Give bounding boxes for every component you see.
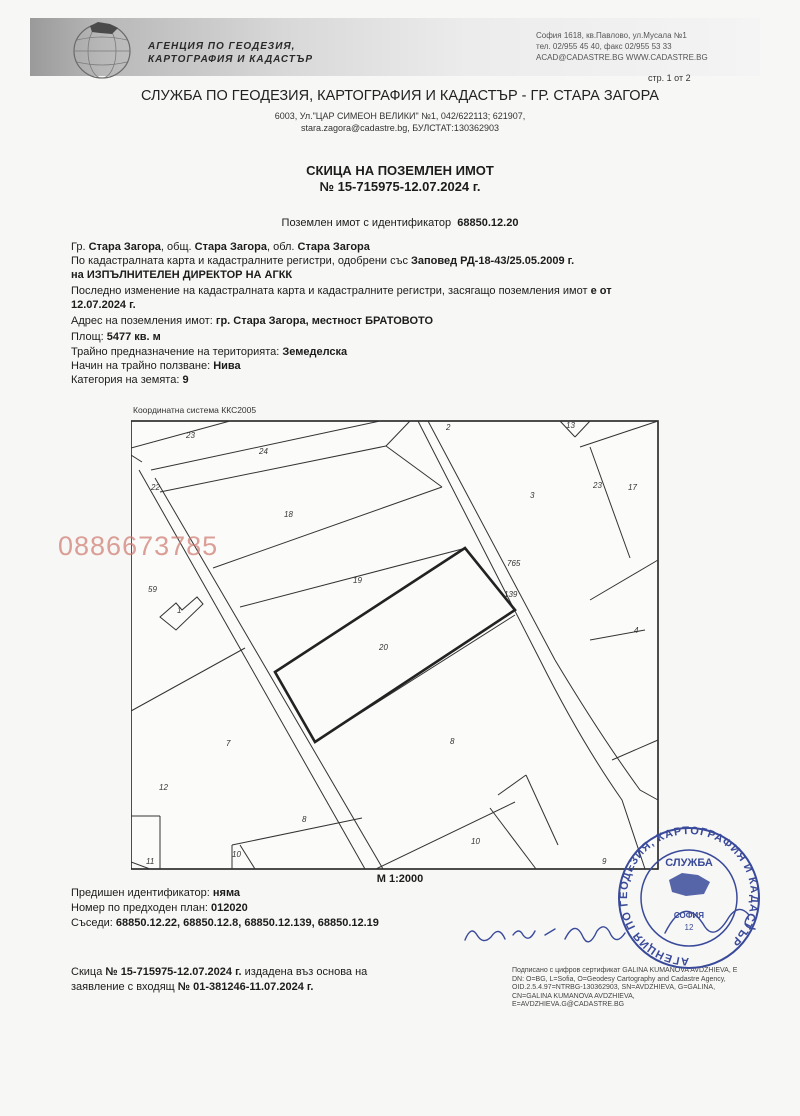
category: 9 [182, 374, 189, 386]
municipality: Стара Загора [194, 241, 267, 253]
municipality-label: , общ. [160, 241, 195, 253]
globe-logo-icon [62, 18, 148, 80]
previous-identifier: няма [212, 887, 241, 899]
issued-suffix: издадена въз основа на [241, 966, 368, 978]
last-change-row [71, 285, 612, 298]
parcel-label: 139 [504, 590, 518, 599]
coordinate-system: Координатна система ККС2005 [133, 405, 257, 415]
office-email: stara.zagora@cadastre.bg, БУЛСТАТ:130362903 [301, 123, 499, 133]
usage: Нива [213, 360, 241, 372]
parcel-label: 8 [302, 815, 307, 824]
city-label: Гр. [71, 241, 89, 253]
signature-line: E=AVDZHIEVA.G@CADASTRE.BG [512, 1001, 625, 1009]
parcel-label: 4 [634, 626, 639, 635]
contact-phone: тел. 02/955 45 40, факс 02/955 53 33 [536, 42, 672, 51]
purpose-label: Трайно предназначение на територията: [71, 346, 283, 358]
issued-row [71, 966, 367, 979]
handwritten-signature-icon [455, 895, 775, 955]
parcel-label: 23 [593, 481, 602, 490]
contact-email: ACAD@CADASTRE.BG WWW.CADASTRE.BG [536, 53, 708, 62]
identifier-label: Поземлен имот с идентификатор [281, 217, 452, 229]
address: гр. Стара Загора, местност БРАТОВОТО [215, 315, 434, 327]
office-title: СЛУЖБА ПО ГЕОДЕЗИЯ, КАРТОГРАФИЯ И КАДАСТЪР - ГР. СТАРА ЗАГОРА [141, 88, 659, 104]
previous-plan: 012020 [211, 902, 248, 914]
identifier-value: 68850.12.20 [457, 217, 519, 229]
usage-row [71, 360, 241, 373]
contact-address: София 1618, кв.Павлово, ул.Мусала №1 [536, 31, 687, 40]
watermark-phone: 0886673785 [58, 531, 219, 561]
sketch-number: № 15-715975-12.07.2024 г. [319, 179, 481, 194]
office-address: 6003, Ул."ЦАР СИМЕОН ВЕЛИКИ" №1, 042/622113; 621907, [274, 111, 526, 121]
previous-identifier-row [71, 887, 240, 900]
issued-label: Скица [71, 966, 106, 978]
director-row [71, 269, 292, 282]
stamp-ring-text: АГЕНЦИЯ ПО ГЕОДЕЗИЯ, КАРТОГРАФИЯ И КАДАСТЪР [617, 824, 761, 968]
approval-label: По кадастралната карта и кадастралните регистри, одобрени със [71, 255, 412, 267]
approval-order: Заповед РД-18-43/25.05.2009 г. [411, 255, 575, 267]
signature-line: DN: O=BG, L=Sofia, O=Geodesy Cartography and Cadastre Agency, [512, 975, 726, 983]
category-label: Категория на земята: [71, 374, 183, 386]
agency-name-line1: АГЕНЦИЯ ПО ГЕОДЕЗИЯ, [148, 41, 296, 52]
location-row [71, 241, 370, 254]
parcel-identifier [0, 217, 800, 229]
parcel-label: 8 [450, 737, 455, 746]
parcel-label: 10 [232, 850, 241, 859]
page-number: стр. 1 от 2 [648, 73, 691, 83]
previous-identifier-label: Предишен идентификатор: [71, 887, 213, 899]
area: 5477 кв. м [106, 331, 161, 343]
signature-line: OID.2.5.4.97=NTRBG-130362903, SN=AVDZHIEVA, G=GALINA, [512, 984, 716, 992]
area-label: Площ: [71, 331, 107, 343]
parcel-label: 9 [602, 857, 607, 866]
parcel-label: 3 [530, 491, 535, 500]
last-change-label: Последно изменение на кадастралната карта и кадастралните регистри, засягащо поземления имот [71, 285, 591, 297]
parcel-label: 1 [177, 606, 182, 615]
neighbors-label: Съседи: [71, 917, 116, 929]
purpose-row [71, 346, 347, 359]
map-frame [131, 421, 658, 869]
neighbors-row [71, 917, 379, 930]
parcel-label: 10 [471, 837, 480, 846]
stamp-center-text: СЛУЖБА [665, 857, 713, 869]
parcel-label: 13 [566, 421, 575, 430]
issued-number: № 15-715975-12.07.2024 г. [105, 966, 242, 978]
parcel-label: 23 [186, 431, 195, 440]
neighbors: 68850.12.22, 68850.12.8, 68850.12.139, 68850.12.19 [115, 917, 379, 929]
purpose: Земеделска [282, 346, 348, 358]
parcel-label: 22 [151, 483, 160, 492]
signature-line: Подписано с цифров сертификат GALINA KUMANOVA AVDZHIEVA, E [512, 967, 738, 974]
usage-label: Начин на трайно ползване: [71, 360, 214, 372]
application-number: № 01-381246-11.07.2024 г. [177, 981, 314, 993]
area-row [71, 331, 161, 344]
parcel-label: 2 [446, 423, 451, 432]
parcel-label: 20 [379, 643, 388, 652]
parcel-label: 765 [507, 559, 521, 568]
application-row [71, 981, 313, 994]
parcel-label: 12 [159, 783, 168, 792]
last-change-prefix: е от [590, 285, 612, 297]
stamp-city: СОФИЯ [673, 911, 705, 920]
parcel-label: 59 [148, 585, 157, 594]
map-scale: М 1:2000 [376, 873, 424, 885]
parcel-label: 24 [259, 447, 268, 456]
city: Стара Загора [88, 241, 161, 253]
address-label: Адрес на поземления имот: [71, 315, 216, 327]
agency-name-line2: КАРТОГРАФИЯ И КАДАСТЪР [148, 54, 314, 65]
director: на ИЗПЪЛНИТЕЛЕН ДИРЕКТОР НА АГКК [71, 269, 293, 281]
address-row [71, 315, 433, 328]
region: Стара Загора [297, 241, 370, 253]
stamp-number: 12 [684, 923, 694, 932]
previous-plan-row [71, 902, 248, 915]
agency-contact [536, 30, 708, 63]
parcel-label: 19 [353, 576, 362, 585]
agency-name [148, 40, 313, 66]
cadastral-map [131, 419, 661, 871]
previous-plan-label: Номер по предходен план: [71, 902, 212, 914]
last-change-date-row [71, 299, 136, 312]
parcel-label: 17 [628, 483, 637, 492]
parcel-label: 11 [146, 857, 155, 866]
last-change-date: 12.07.2024 г. [71, 299, 136, 311]
approval-row [71, 255, 574, 268]
parcel-label: 7 [226, 739, 231, 748]
category-row [71, 374, 189, 387]
parcel-label: 18 [284, 510, 293, 519]
region-label: , обл. [266, 241, 298, 253]
sketch-title: СКИЦА НА ПОЗЕМЛЕН ИМОТ [306, 163, 494, 178]
signature-line: CN=GALINA KUMANOVA AVDZHIEVA, [512, 992, 635, 1000]
application-label: заявление с входящ [71, 981, 178, 993]
